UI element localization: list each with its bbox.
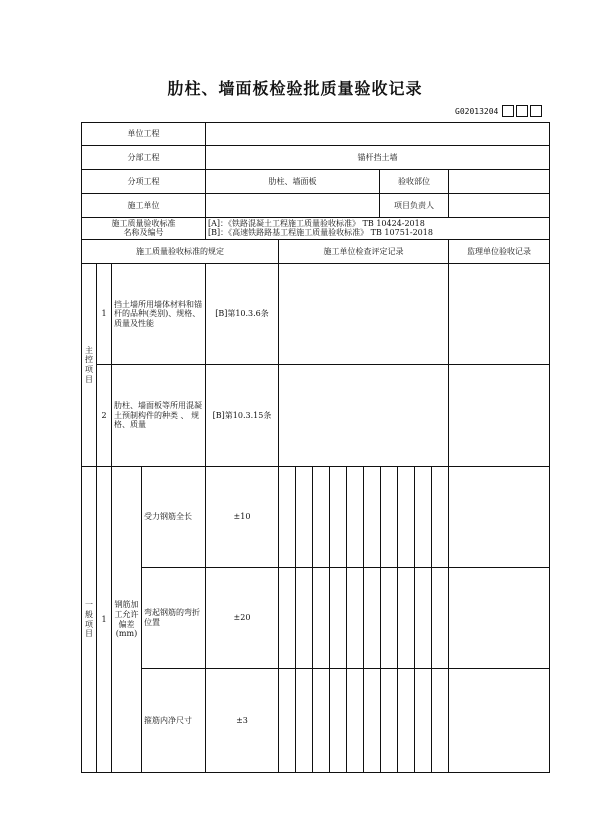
row-contractor [82, 194, 550, 218]
contractor-check-cell[interactable] [279, 264, 449, 365]
row-sub-division [82, 146, 550, 170]
standard-label-line-2: 名称及编号 [123, 227, 164, 237]
sub-item-value[interactable]: 肋柱、墙面板 [206, 170, 380, 194]
table-row [82, 467, 550, 568]
standard-label [82, 218, 206, 240]
general-item-tolerance: ±10 [206, 467, 279, 568]
measurement-grid[interactable] [279, 467, 449, 568]
main-control-label [82, 264, 97, 467]
table-row [82, 568, 550, 669]
measurement-grid[interactable] [279, 568, 449, 669]
table-row [82, 669, 550, 773]
acceptance-part-value[interactable] [449, 170, 550, 194]
code-box-2[interactable] [516, 105, 528, 117]
page-title: 肋柱、墙面板检验批质量验收记录 [167, 79, 423, 98]
main-item-basis: [B]第10.3.6条 [206, 264, 279, 365]
supervisor-record-cell[interactable] [449, 264, 550, 365]
general-item-text: 箍筋内净尺寸 [142, 669, 206, 773]
general-item-tolerance: ±3 [206, 669, 279, 773]
row-unit-project [82, 123, 550, 146]
main-item-text: 挡土墙所用墙体材料和锚杆的品种(类别)、规格、质量及性能 [112, 264, 206, 365]
unit-project-label: 单位工程 [82, 123, 206, 146]
supervisor-record-cell[interactable] [449, 568, 550, 669]
contractor-value[interactable] [206, 194, 380, 218]
row-sub-item [82, 170, 550, 194]
main-item-no: 2 [97, 365, 112, 467]
unit-project-value[interactable] [206, 123, 550, 146]
general-group-label: 钢筋加工允许偏差(mm) [112, 467, 142, 773]
standard-label-line-1: 施工质量验收标准 [111, 218, 176, 228]
contractor-label: 施工单位 [82, 194, 206, 218]
main-item-text: 肋柱、墙面板等所用混凝土预制构件的种类 、 规格、质量 [112, 365, 206, 467]
supervisor-record-cell[interactable] [449, 365, 550, 467]
inspection-record-table [81, 122, 550, 773]
form-code-text: G02013204 [455, 106, 499, 116]
general-item-tolerance: ±20 [206, 568, 279, 669]
standard-value [206, 218, 550, 240]
supervisor-record-cell[interactable] [449, 669, 550, 773]
general-label [82, 467, 97, 773]
general-item-text: 受力钢筋全长 [142, 467, 206, 568]
main-item-basis: [B]第10.3.15条 [206, 365, 279, 467]
form-code [455, 103, 542, 119]
col-supervisor-record: 监理单位验收记录 [449, 240, 550, 264]
supervisor-record-cell[interactable] [449, 467, 550, 568]
sub-item-label: 分项工程 [82, 170, 206, 194]
main-control-text: 主控项目 [85, 345, 93, 384]
standard-a: [A]：《铁路混凝土工程施工质量验收标准》 TB 10424-2018 [208, 218, 425, 228]
code-box-3[interactable] [530, 105, 542, 117]
table-row [82, 365, 550, 467]
contractor-check-cell[interactable] [279, 365, 449, 467]
standard-b: [B]：《高速铁路路基工程施工质量验收标准》 TB 10751-2018 [208, 227, 433, 237]
project-manager-label: 项目负责人 [380, 194, 449, 218]
general-item-no: 1 [97, 467, 112, 773]
general-text: 一般项目 [85, 600, 93, 639]
row-standard [82, 218, 550, 240]
col-standard-rule: 施工质量验收标准的规定 [82, 240, 279, 264]
acceptance-part-label: 验收部位 [380, 170, 449, 194]
sub-division-value[interactable]: 锚杆挡土墙 [206, 146, 550, 170]
project-manager-value[interactable] [449, 194, 550, 218]
general-item-text: 弯起钢筋的弯折位置 [142, 568, 206, 669]
table-row [82, 264, 550, 365]
row-column-headers [82, 240, 550, 264]
col-contractor-check: 施工单位检查评定记录 [279, 240, 449, 264]
measurement-grid[interactable] [279, 669, 449, 773]
sub-division-label: 分部工程 [82, 146, 206, 170]
code-box-1[interactable] [502, 105, 514, 117]
main-item-no: 1 [97, 264, 112, 365]
